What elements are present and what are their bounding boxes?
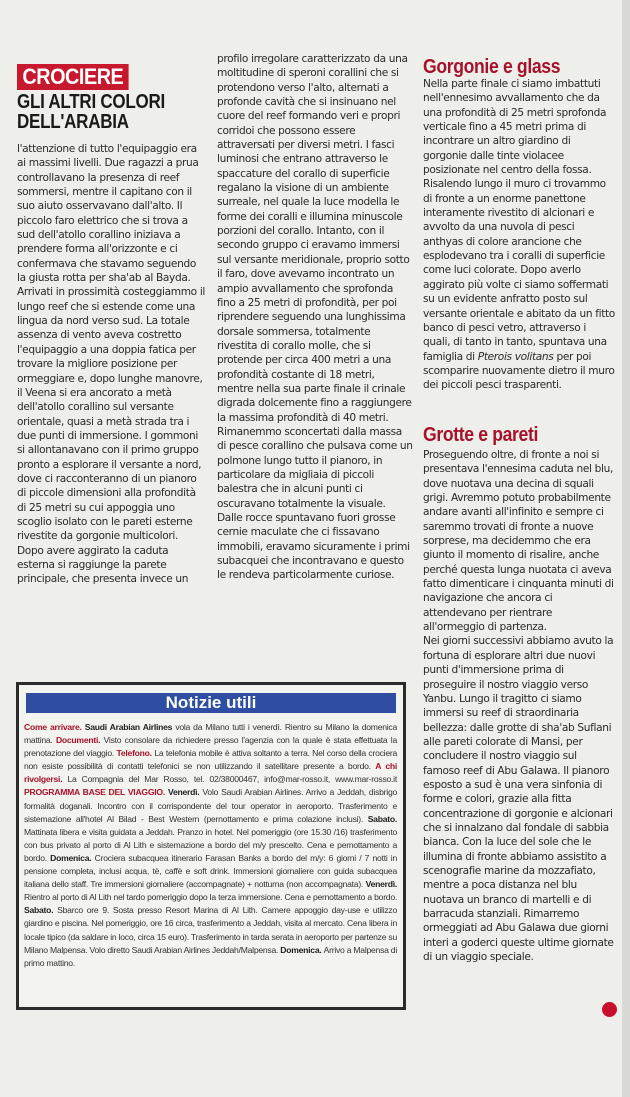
paragraph bbox=[423, 77, 615, 393]
paragraph: profilo irregolare caratterizzato da una moltitudine di speroni corallini che si protendono verso l'alto, alternati a profonde cavità che si insinuano nel cuore del reef formando veri e propri corridoi che possono essere attraversati per diversi metri. I fasci luminosi che entrano attraverso le spaccature del corallo di superficie regalano la visione di un ambiente surreale, nel quale la luce modella le forme dei coralli e illumina minuscole porzioni del corallo. Intanto, con il secondo gruppo ci eravamo immersi sul versante meridionale, proprio sotto il faro, dove avevamo incontrato un ampio avvallamento che sprofonda fino a 25 metri di profondità, per poi riprendere seguendo una lunghissima dorsale sommersa, totalmente rivestita di corallo molle, che si protende per circa 400 metri a una profondità costante di 18 metri, mentre nella sua parte finale il crinale digrada dolcemente fino a raggiungere la massima profondità di 40 metri. Rimanemmo sconcertati dalla massa di pesce corallino che pulsava come un polmone lungo tutto il pianoro, in particolare da migliaia di piccoli balestra che in alcuni punti ci oscuravano totalmente la visuale. bbox=[217, 53, 413, 510]
paragraph: Proseguendo oltre, di fronte a noi si presentava l'ennesima caduta nel blu, dove nuotava una decina di squali grigi. Avremmo potuto probabilmente andare avanti all'infinito e sempre ci saremmo trovati di fronte a nuove sorprese, ma decidemmo che era giunto il momento di risalire, anche perché questa lunga nuotata ci aveva fatto dimenticare i cinquanta minuti di navigazione che ancora ci attendevano per rientrare all'ormeggio di partenza. bbox=[423, 449, 614, 634]
info-run-red: PROGRAMMA BASE DEL VIAGGIO. bbox=[24, 787, 168, 798]
info-run-plain: Visto consolare da richiedere presso l'agenzia con la quale è stata effettuata la prenotazione del viaggio. bbox=[24, 735, 397, 759]
text-run: per poi scomparire nuovamente dietro il muro dei piccoli pesci trasparenti. bbox=[423, 350, 615, 392]
paragraph: Dalle rocce spuntavano fuori grosse cernie maculate che ci fissavano immobili, eravamo sicuramente i primi subacquei che incontravano e questo le rendeva particolarmente curiose. bbox=[217, 512, 410, 582]
paragraph: l'attenzione di tutto l'equipaggio era ai massimi livelli. Due ragazzi a prua controllavano la presenza di reef sommersi, mentre il capitano con il suo aiuto osservavano dall'alto. Il piccolo faro elettrico che si trova a sud dell'atollo corallino iniziava a prendere forma all'orizzonte e ci confermava che stavamo seguendo la giusta rotta per sha'ab al Bayda. Arrivati in prossimità costeggiammo il lungo reef che si estende come una lingua da nord verso sud. La totale assenza di vento aveva costretto l'equipaggio a una doppia fatica per trovare la migliore posizione per ormeggiare e, dopo lunghe manovre, il Veena si era ancorato a metà dell'atollo corallino sul versante orientale, quasi a metà strada tra i due punti di immersione. I gommoni si allontanavano con il primo gruppo pronto a esplorare il versante a nord, dove ci racconteranno di un pianoro di piccole dimensioni alla profondità di 25 metri su cui appoggia uno scoglio isolato con le pareti esterne rivestite da gorgonie multicolori. bbox=[17, 143, 206, 543]
info-run-bold: Venerdì. bbox=[167, 787, 203, 798]
column-3-top bbox=[423, 77, 615, 393]
end-of-article-dot-icon bbox=[602, 1002, 617, 1017]
info-run-plain: Sbarco ore 9. Sosta presso Resort Marina di Al Lith. Camere appoggio day-use e utilizzo giardino e piscina. Nel pomeriggio, ore 16 circa, trasferimento a Jeddah, visita al mercato. Cena libera in locale tipico (da saldare in loco, circa 15 euro). Trasferimento in tarda serata in aeroporto per partenze su Milano Malpensa. Volo diretto Saudi Arabian Airlines Jeddah/Malpensa. bbox=[24, 905, 397, 955]
info-run-bold: Venerdì. bbox=[365, 879, 397, 890]
section-kicker: CROCIERE bbox=[17, 64, 129, 90]
column-2 bbox=[217, 52, 413, 583]
info-run-plain: Arrivo a Malpensa di primo mattino. bbox=[24, 944, 397, 968]
column-1 bbox=[17, 142, 207, 587]
info-run-red: A chi rivolgersi. bbox=[24, 761, 397, 785]
info-run-plain: La Compagnia del Mar Rosso, tel. 02/38000467, info@mar-rosso.it, www.mar-rosso.it bbox=[67, 774, 397, 785]
info-run-red: Come arrivare. bbox=[24, 722, 85, 732]
info-run-plain: Mattinata libera e visita guidata a Jeddah. Pranzo in hotel. Nel pomeriggio (ore 15.30 /16) trasferimento con bus privato al porto di Al Lith e sistemazione a bordo del m/y prescelto. Cena e pernottamento a bordo. bbox=[24, 826, 397, 863]
species-name: Pterois volitans bbox=[477, 350, 554, 363]
paragraph: Dopo avere aggirato la caduta esterna si raggiunge la parete principale, che presenta invece un bbox=[17, 544, 189, 586]
info-run-bold: Sabato. bbox=[24, 905, 58, 916]
text-run: Nella parte finale ci siamo imbattuti nell'ennesimo avvallamento che da una profondità di 25 metri sprofonda verticale fino a 45 metri prima di incontrare un altro giardino di gorgonie dalle tinte violacee posizionate nel centro della fossa. Risalendo lungo il muro ci trovammo di fronte a un enorme panettone interamente rivestito di alcionari e avvolto da una nuvola di pesci anthyas di colore arancione che esplodevano tra i coralli di superficie come luci colorate. Dopo averlo aggirato più volte ci siamo soffermati su un evidente anfratto posto sul versante orientale e abitato da un fitto banco di pesci vetro, attraverso i quali, di tanto in tanto, spuntava una famiglia di bbox=[423, 78, 615, 363]
info-box-title: Notizie utili bbox=[26, 693, 396, 713]
paragraph: Nei giorni successivi abbiamo avuto la fortuna di esplorare altri due nuovi punti d'immersione prima di proseguire il nostro viaggio verso Yanbu. Lungo il tragitto ci siamo immersi su reef di straordinaria bellezza: dalle grotte di sha'ab Suflani alle pareti colorate di Mansi, per concludere il nostro viaggio sul famoso reef di Abu Galawa. Il pianoro esposto a sud è una vera sinfonia di forme e colori, grazie alla fitta concentrazione di gorgonie e alcionari che si innalzano dal fondale di sabbia bianca. Con la luce del sole che le illumina di fronte abbiamo assistito a scenografie marine da mozzafiato, mentre a poca distanza nel blu nuotava un branco di martelli e di barracuda stanziali. Rimarremo ormeggiati ad Abu Galawa due giorni interi a goderci queste ultime giornate di un viaggio speciale. bbox=[423, 635, 614, 964]
info-run-plain: vola da Milano tutti i venerdì. Rientro su Milano la domenica mattina. bbox=[24, 722, 397, 746]
info-run-bold: Sabato. bbox=[367, 813, 397, 824]
column-3-bottom bbox=[423, 448, 615, 964]
info-run-plain: Crociera subacquea itinerario Farasan Banks a bordo del m/y: 6 giorni / 7 notti in pensione completa, inclusi acqua, tè, caffè e soft drink. Immersioni giornaliere con guida subacquea italiana dello staff. Tre immersioni giornaliere (accompagnate) + notturna (non accompagnata). bbox=[24, 852, 397, 890]
article-headline bbox=[17, 92, 165, 132]
info-run-plain: Rientro al porto di Al Lith nel tardo pomeriggio dopo la terza immersione. Cena e pernottamento a bordo. bbox=[24, 892, 397, 903]
info-run-bold: Domenica. bbox=[280, 944, 324, 955]
subheading-gorgonie: Gorgonie e glass bbox=[423, 56, 561, 78]
info-run-red: Telefono. bbox=[116, 748, 155, 759]
info-run-plain: Volo Saudi Arabian Airlines. Arrivo a Jeddah, disbrigo formalità doganali. Incontro con il corrispondente del tour operator in aeroporto. Trasferimento e sistemazione all'hotel Al Bilad - Best Western (pernottamento e prima colazione inclusi). bbox=[24, 787, 398, 824]
page-edge bbox=[622, 0, 630, 1097]
headline-line-2: DELL'ARABIA bbox=[17, 111, 129, 133]
headline-line-1: GLI ALTRI COLORI bbox=[17, 91, 165, 113]
info-run-bold: Saudi Arabian Airlines bbox=[84, 722, 176, 732]
info-run-red: Documenti. bbox=[55, 735, 104, 746]
subheading-grotte: Grotte e pareti bbox=[423, 424, 539, 446]
info-box-body bbox=[24, 721, 397, 970]
info-box bbox=[16, 682, 406, 1010]
info-run-bold: Domenica. bbox=[50, 852, 95, 863]
info-run-plain: La telefonia mobile è attiva soltanto a terra. Nel corso della crociera non esiste possibilità di contatti telefonici se non utilizzando il satellitare presente a bordo. bbox=[24, 748, 397, 772]
